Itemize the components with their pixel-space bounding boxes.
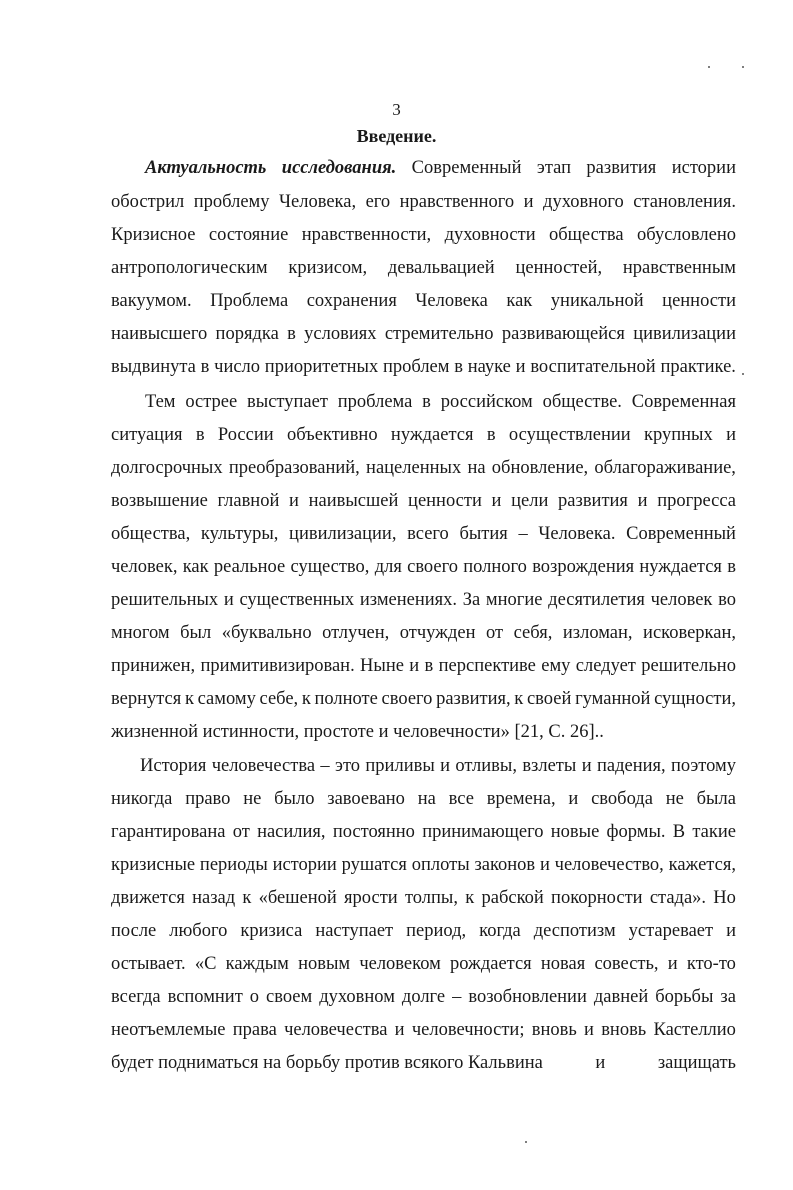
text-word: в <box>424 656 434 676</box>
text-line <box>111 919 736 943</box>
text-word: существенных <box>239 590 355 610</box>
text-word: российском <box>440 392 533 412</box>
text-word: антропологическим <box>111 258 268 278</box>
scan-speck <box>742 66 744 68</box>
text-word: нацеленных <box>366 458 462 478</box>
text-word: и <box>637 491 648 511</box>
text-word: неотъемлемые <box>111 1020 226 1040</box>
text-word: период, <box>406 921 467 941</box>
text-word: нравственности, <box>301 225 432 245</box>
text-word: своего <box>407 557 458 577</box>
text-word: науке <box>467 357 511 377</box>
text-word: исковеркан, <box>643 623 736 643</box>
text-word: выдвинута <box>111 357 196 377</box>
text-word: обществе. <box>542 392 622 412</box>
text-word: и <box>539 855 550 875</box>
text-word: существо, <box>290 557 370 577</box>
text-word: человечества <box>211 756 316 776</box>
text-word: в <box>287 324 296 344</box>
text-word: формы. <box>606 822 666 842</box>
text-word: обострил <box>111 192 185 212</box>
text-word: был <box>180 623 212 643</box>
text-word: наступает <box>315 921 394 941</box>
text-word: вернутся <box>111 689 182 709</box>
text-word: рушатся <box>341 855 407 875</box>
text-word: этап <box>536 158 572 178</box>
text-word: совесть, <box>594 954 659 974</box>
text-line <box>111 621 736 645</box>
text-word: Человека <box>415 291 488 311</box>
text-word: истории <box>272 855 337 875</box>
text-word: многом <box>111 623 170 643</box>
text-word: отлучен, <box>322 623 390 643</box>
text-word: «бешеной <box>258 888 337 908</box>
text-word: себе, <box>259 689 299 709</box>
page-number: 3 <box>392 100 401 119</box>
text-word: долге <box>401 987 446 1007</box>
text-word: долгосрочных <box>111 458 223 478</box>
text-word: За <box>462 590 481 610</box>
text-word: главной <box>217 491 280 511</box>
text-word: все <box>448 789 474 809</box>
text-word: и <box>726 921 736 941</box>
text-word: была <box>696 789 736 809</box>
text-word: и <box>394 1020 405 1040</box>
text-line <box>111 1051 736 1075</box>
text-word: и <box>440 756 451 776</box>
text-word: для <box>374 557 402 577</box>
text-word: реальное <box>213 557 286 577</box>
text-word: обусловлено <box>637 225 736 245</box>
text-line <box>140 754 736 778</box>
text-word: остывает. <box>111 954 186 974</box>
text-word: и <box>584 1020 594 1040</box>
text-word: человечества <box>284 1020 388 1040</box>
text-word: и <box>726 425 736 445</box>
text-word: в <box>200 357 210 377</box>
text-word: духовности <box>444 225 536 245</box>
text-word: острее <box>185 392 238 412</box>
text-word: становления. <box>633 192 736 212</box>
text-word: многие <box>485 590 543 610</box>
text-word: Актуальность <box>145 158 267 178</box>
text-word: десятилетия <box>548 590 645 610</box>
text-word: толпы, <box>404 888 458 908</box>
text-word: в <box>727 557 736 577</box>
text-word: каждым <box>225 954 289 974</box>
text-word: «буквально <box>221 623 312 643</box>
text-word: человечности; <box>411 1020 525 1040</box>
text-word: примитивизирован. <box>200 656 355 676</box>
text-line <box>111 820 736 844</box>
text-word: культуры, <box>200 524 279 544</box>
text-line <box>145 156 736 180</box>
text-word: как <box>182 557 209 577</box>
text-word: условиях <box>304 324 377 344</box>
text-line <box>111 787 736 811</box>
text-word: Человека, <box>278 192 357 212</box>
text-word: обновление, <box>491 458 589 478</box>
text-word: воспитательной <box>530 357 656 377</box>
text-word: покорности <box>551 888 643 908</box>
text-word: принижен, <box>111 656 196 676</box>
text-line <box>111 1018 736 1042</box>
text-word: наивысшего <box>111 324 208 344</box>
text-word: было <box>274 789 315 809</box>
text-word: кризисные <box>111 855 196 875</box>
text-word: в <box>195 425 205 445</box>
text-word: жизненной истинности, простоте и человечности» [21, С. 26].. <box>111 722 604 742</box>
text-word: ярости <box>344 888 398 908</box>
text-word: гарантирована <box>111 822 226 842</box>
text-word: изменениях. <box>359 590 458 610</box>
text-word: нравственного <box>399 192 515 212</box>
text-word: ценностей, <box>515 258 603 278</box>
text-word: к <box>465 888 475 908</box>
text-word: нуждается <box>639 557 722 577</box>
text-word: кажется, <box>668 855 736 875</box>
text-word: поэтому <box>670 756 736 776</box>
text-word: не <box>665 789 684 809</box>
text-word: стада». <box>649 888 707 908</box>
text-word: облагораживание, <box>594 458 736 478</box>
text-word: В <box>672 822 686 842</box>
text-word: права <box>232 1020 277 1040</box>
text-word: вновь <box>531 1020 577 1040</box>
text-word: уникальной <box>550 291 644 311</box>
text-word: от <box>486 623 504 643</box>
text-word: проблему <box>193 192 270 212</box>
text-word: и <box>595 1053 606 1073</box>
text-word: проблема <box>337 392 413 412</box>
text-word: нравственным <box>622 258 736 278</box>
text-word: и <box>223 590 234 610</box>
text-word: решительно <box>641 656 736 676</box>
text-word: объективно <box>286 425 378 445</box>
text-word: и <box>491 491 502 511</box>
text-word: и <box>409 656 420 676</box>
text-word: после <box>111 921 157 941</box>
text-line <box>111 190 736 214</box>
text-word: стремительно <box>384 324 494 344</box>
text-word: времена, <box>486 789 556 809</box>
text-word: преобразований, <box>228 458 360 478</box>
text-word: гуманной <box>575 689 651 709</box>
text-word: проблем <box>382 357 450 377</box>
text-word: выступает <box>247 392 328 412</box>
text-word: развития <box>558 491 628 511</box>
text-word: во <box>718 590 736 610</box>
text-word: нуждается <box>390 425 474 445</box>
scan-speck <box>525 1141 527 1143</box>
text-word: сохранения <box>306 291 397 311</box>
text-word: насилия, <box>257 822 326 842</box>
text-word: в <box>454 357 463 377</box>
text-line <box>145 390 736 414</box>
text-word: когда <box>479 921 521 941</box>
text-word: рабской <box>481 888 544 908</box>
text-word: в <box>486 425 496 445</box>
text-word: развивающейся <box>501 324 625 344</box>
text-word: наивысшей <box>308 491 399 511</box>
text-word: его <box>365 192 391 212</box>
text-word: и <box>568 789 579 809</box>
text-word: развития, <box>436 689 511 709</box>
text-word: как <box>506 291 533 311</box>
text-word: давней <box>593 987 649 1007</box>
text-word: Но <box>713 888 736 908</box>
text-word: человечество, <box>554 855 664 875</box>
text-word: «С <box>194 954 217 974</box>
text-word: цивилизации, <box>289 524 397 544</box>
text-line <box>111 853 736 877</box>
text-line <box>111 256 736 280</box>
text-word: приоритетных <box>264 357 379 377</box>
text-word: взлеты <box>522 756 577 776</box>
text-word: будет подниматься на борьбу против всякого Кальвина <box>111 1053 543 1073</box>
text-word: такие <box>692 822 736 842</box>
text-word: любого <box>169 921 228 941</box>
text-word: развития <box>586 158 657 178</box>
text-word: оплоты <box>411 855 470 875</box>
text-word: борьбы <box>655 987 714 1007</box>
text-word: кризиса <box>240 921 303 941</box>
text-word: от <box>232 822 250 842</box>
text-word: крупных <box>644 425 713 445</box>
text-word: решительных <box>111 590 219 610</box>
text-word: вспомнит <box>167 987 243 1007</box>
text-word: право <box>185 789 231 809</box>
text-word: Тем <box>145 392 176 412</box>
text-word: полного <box>463 557 527 577</box>
text-word: отливы, <box>455 756 517 776</box>
text-word: исследования. <box>281 158 397 178</box>
text-word: к <box>514 689 524 709</box>
text-word: Кастеллио <box>653 1020 736 1040</box>
text-word: своей <box>526 689 572 709</box>
text-word: История <box>140 756 207 776</box>
text-word: Ныне <box>360 656 404 676</box>
text-word: новые <box>550 822 600 842</box>
text-word: практике. <box>660 357 736 377</box>
text-word: – <box>452 987 462 1007</box>
text-word: общества, <box>111 524 191 544</box>
text-word: человек <box>650 590 713 610</box>
text-word: кризисом, <box>288 258 368 278</box>
text-word: истории <box>671 158 736 178</box>
text-word: постоянно <box>332 822 415 842</box>
text-word: к <box>301 689 311 709</box>
text-word: бытия <box>459 524 508 544</box>
text-word: деспотизм <box>533 921 616 941</box>
text-word: всего <box>407 524 449 544</box>
text-word: и <box>581 756 592 776</box>
text-word: к <box>242 888 252 908</box>
text-word: перспективе <box>438 656 536 676</box>
text-line <box>111 720 736 744</box>
text-word: возобновлении <box>468 987 587 1007</box>
text-line <box>111 555 736 579</box>
text-word: вакуумом. <box>111 291 192 311</box>
text-word: Кризисное <box>111 225 196 245</box>
text-word: за <box>720 987 736 1007</box>
text-word: законов <box>474 855 536 875</box>
text-word: России <box>217 425 274 445</box>
text-word: новым <box>298 954 351 974</box>
text-line <box>111 654 736 678</box>
text-word: порядка <box>215 324 279 344</box>
text-word: самому <box>197 689 256 709</box>
text-line <box>111 985 736 1009</box>
text-word: полноте <box>314 689 378 709</box>
text-word: цели <box>511 491 549 511</box>
text-word: вновь <box>601 1020 647 1040</box>
text-word: не <box>243 789 262 809</box>
text-word: ситуация <box>111 425 183 445</box>
text-word: сущности, <box>654 689 736 709</box>
text-word: новая <box>540 954 586 974</box>
text-word: – <box>518 524 528 544</box>
text-word: это <box>335 756 361 776</box>
text-word: человеком <box>359 954 441 974</box>
text-word: осуществлении <box>508 425 631 445</box>
text-word: возрождения <box>532 557 635 577</box>
text-word: кто-то <box>686 954 736 974</box>
text-word: отчужден <box>399 623 476 643</box>
text-word: возвышение <box>111 491 208 511</box>
text-line <box>111 886 736 910</box>
text-word: человек, <box>111 557 178 577</box>
text-word: Проблема <box>210 291 289 311</box>
text-word: ему <box>541 656 571 676</box>
scan-speck <box>742 373 744 375</box>
text-word: защищать <box>657 1053 736 1073</box>
text-word: себя, <box>513 623 553 643</box>
text-word: Современный <box>411 158 522 178</box>
text-line <box>111 355 736 379</box>
text-word: ценности <box>408 491 482 511</box>
text-word: девальвацией <box>387 258 495 278</box>
text-word: духовного <box>543 192 624 212</box>
text-line <box>111 322 736 346</box>
text-word: Человека. <box>538 524 616 544</box>
text-word: Современная <box>631 392 736 412</box>
text-word: число <box>214 357 261 377</box>
text-word: приливы <box>365 756 435 776</box>
text-word: и <box>523 192 534 212</box>
text-line <box>111 952 736 976</box>
text-line <box>111 522 736 546</box>
text-word: ценности <box>662 291 736 311</box>
text-word: и <box>515 357 526 377</box>
text-word: рождается <box>450 954 532 974</box>
text-line <box>111 223 736 247</box>
text-word: своего <box>381 689 433 709</box>
text-word: следует <box>575 656 636 676</box>
text-word: своем <box>266 987 313 1007</box>
text-line <box>111 423 736 447</box>
text-word: свобода <box>591 789 653 809</box>
text-word: и <box>667 954 678 974</box>
text-word: состояние <box>208 225 289 245</box>
text-word: на <box>417 789 436 809</box>
scan-speck <box>708 66 710 68</box>
text-word: падения, <box>596 756 666 776</box>
section-heading: Введение. <box>356 126 437 146</box>
text-word: периоды <box>199 855 268 875</box>
text-word: – <box>320 756 330 776</box>
text-word: всегда <box>111 987 161 1007</box>
text-line <box>111 456 736 480</box>
text-line <box>111 289 736 313</box>
text-word: движется <box>111 888 185 908</box>
text-word: в <box>422 392 431 412</box>
text-word: изломан, <box>562 623 633 643</box>
text-word: назад <box>192 888 236 908</box>
text-word: на <box>467 458 486 478</box>
text-word: никогда <box>111 789 173 809</box>
text-word: о <box>249 987 260 1007</box>
text-word: общества <box>549 225 624 245</box>
text-word: устаревает <box>628 921 714 941</box>
text-word: прогресса <box>657 491 736 511</box>
text-word: Современный <box>626 524 736 544</box>
text-word: к <box>184 689 194 709</box>
text-word: и <box>289 491 299 511</box>
text-word: принимающего <box>422 822 544 842</box>
text-line <box>111 489 736 513</box>
text-line <box>111 687 736 711</box>
text-line <box>111 588 736 612</box>
text-word: цивилизации <box>633 324 736 344</box>
text-word: завоевано <box>327 789 405 809</box>
text-word: духовном <box>319 987 395 1007</box>
